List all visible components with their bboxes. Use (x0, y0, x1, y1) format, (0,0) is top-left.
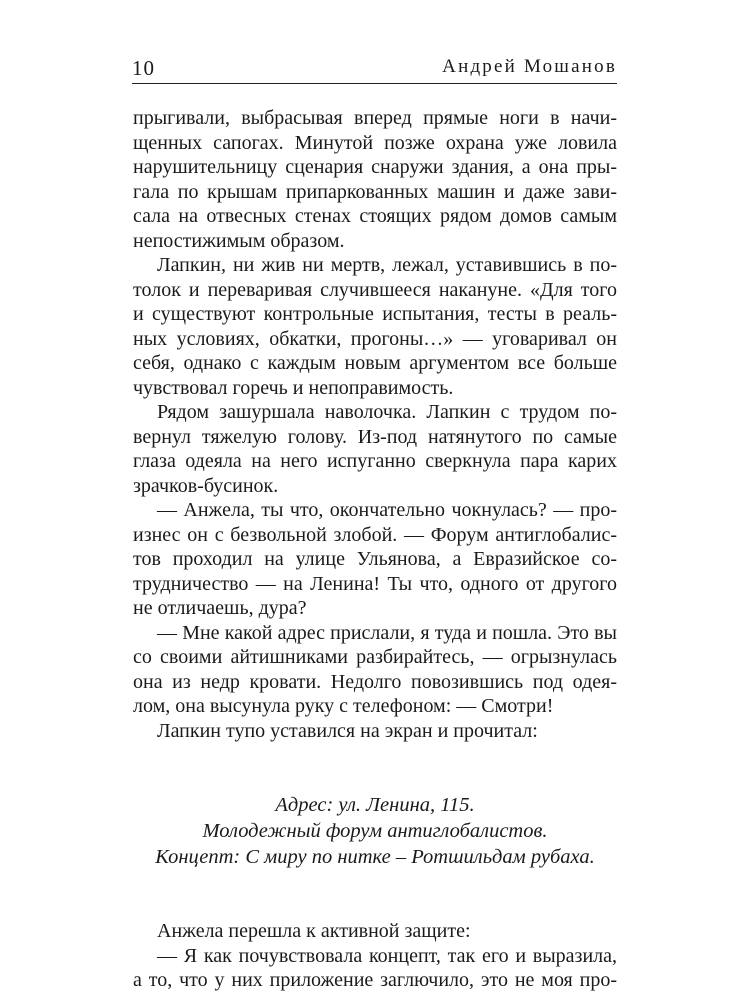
text-line: непостижимым образом. (133, 229, 345, 252)
quote-line: Адрес: ул. Ленина, 115. (275, 794, 475, 816)
text-line: она из недр кровати. Недолго повозившись под одея- (133, 670, 617, 693)
text-line: толок и переваривая случившееся накануне. «Для того (133, 278, 617, 301)
text-line: нарушительницу сценария снаружи здания, а она пры- (133, 156, 617, 178)
text-line: себя, однако с каждым новым аргументом все больше (133, 352, 617, 374)
text-line: — Анжела, ты что, окончательно чокнулась? — про- (157, 499, 617, 521)
quote-line: Молодежный форум антиглобалистов. (202, 820, 548, 842)
text-line: лом, она высунула руку с телефоном: — Смотри! (133, 695, 554, 717)
text-line: и существуют контрольные испытания, тесты в реаль- (133, 303, 617, 325)
text-line: изнес он с безвольной злобой. — Форум антиглобалис- (133, 523, 617, 546)
text-line: — Мне какой адрес прислали, я туда и пошла. Это вы (157, 621, 617, 644)
text-line: со своими айтишниками разбирайтесь, — огрызнулась (133, 646, 617, 668)
text-line: глаза одеяла на него испуганно сверкнула пара карих (133, 450, 617, 472)
text-line: трудничество — на Ленина! Ты что, одного от другого (133, 572, 617, 595)
text-line: щенных сапогах. Минутой позже охрана уже ловила (133, 131, 617, 154)
text-line: а то, что у них приложение заглючило, это не моя про- (133, 969, 617, 991)
text-line: Лапкин тупо уставился на экран и прочитал: (157, 719, 538, 742)
text-line: Лапкин, ни жив ни мертв, лежал, уставившись в по- (157, 254, 617, 276)
text-line: сала на отвесных стенах стоящих рядом домов самым (133, 205, 617, 227)
body-text (133, 106, 617, 993)
text-line: гала по крышам припаркованных машин и даже зави- (133, 180, 617, 203)
text-line: прыгивали, выбрасывая вперед прямые ноги в начи- (133, 107, 617, 129)
text-line: чувствовал горечь и непоправимость. (133, 376, 454, 399)
running-title: Андрей Мошанов (442, 56, 617, 77)
header-rule (132, 83, 617, 84)
text-line: вернул тяжелую голову. Из-под натянутого по самые (133, 425, 617, 448)
text-line: не отличаешь, дура? (133, 597, 307, 619)
text-line: — Я как почувствовала концепт, так его и выразила, (157, 944, 617, 967)
page-header (132, 52, 617, 82)
text-line: зрачков-бусинок. (133, 474, 279, 497)
quote-line: Концепт: С миру по нитке – Ротшильдам рубаха. (155, 846, 595, 868)
text-line: Рядом зашуршала наволочка. Лапкин с трудом по- (157, 401, 617, 423)
text-line: Анжела перешла к активной защите: (157, 920, 471, 942)
text-line: тов проходил на улице Ульянова, а Евразийское со- (133, 548, 617, 570)
page-number: 10 (132, 56, 155, 80)
text-line: ных условиях, обкатки, прогоны…» — уговаривал он (133, 327, 617, 350)
